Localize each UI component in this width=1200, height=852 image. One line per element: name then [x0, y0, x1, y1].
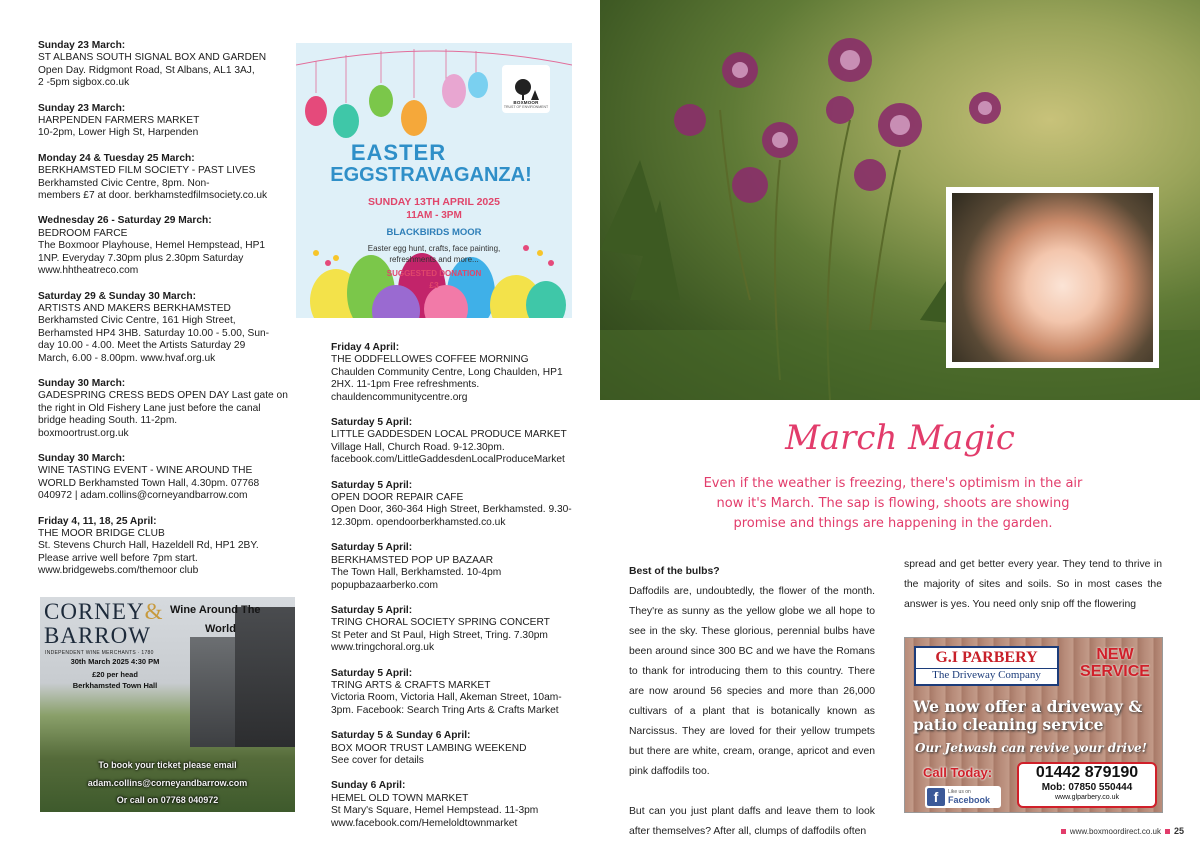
corney-venue: Berkhamsted Town Hall — [72, 681, 158, 690]
article-paragraph: Daffodils are, undoubtedly, the flower of the month. They're as sunny as the yellow globe we all hope to see in the sky. These glorious, perennial bulbs have been around since 300 BC and we have the Romans to thank for introducing them to this country. There are now around 56 species and more than 26,000 cultivars of a plant that is botanically known as Narcissus. They are loved for their yellow trumpets but there are white, cream, orange, apricot and even pink daffodils too. — [629, 586, 875, 777]
footer-square-icon — [1061, 829, 1066, 834]
event-item — [38, 215, 288, 277]
event-item — [38, 40, 288, 90]
parbery-advert — [904, 637, 1163, 813]
corney-price: £20 per head — [92, 670, 138, 679]
logo-subtext: TRUST OF ENVIRONMENT — [503, 105, 549, 109]
event-date: Sunday 6 April: — [331, 780, 406, 792]
event-item — [331, 542, 581, 592]
event-date: Saturday 5 April: — [331, 604, 413, 616]
event-date: Saturday 5 April: — [331, 542, 413, 554]
parbery-jetwash: Our Jetwash can revive your drive! — [915, 741, 1147, 755]
footer-url[interactable]: www.boxmoordirect.co.uk — [1069, 826, 1161, 836]
parbery-brand — [914, 646, 1059, 686]
event-date: Sunday 23 March: — [38, 102, 126, 114]
event-date: Saturday 5 & Sunday 6 April: — [331, 730, 471, 742]
parbery-phone: 01442 879190 — [1035, 764, 1139, 781]
article-paragraph: But can you just plant daffs and leave them to look after themselves? After all, clumps of daffodils often — [629, 806, 875, 837]
event-item — [331, 668, 581, 718]
page-footer — [1061, 826, 1184, 836]
corney-name: CORNEY& — [44, 599, 164, 624]
booking-phone: Or call on 07768 040972 — [116, 795, 219, 805]
parbery-website[interactable]: www.glparbery.co.uk — [1054, 794, 1120, 801]
easter-time: 11AM - 3PM — [406, 210, 462, 221]
corney-tagline: INDEPENDENT WINE MERCHANTS · 1780 — [45, 650, 154, 656]
easter-donation: £3 — [429, 280, 439, 290]
event-details: BOX MOOR TRUST LAMBING WEEKEND See cover for details — [331, 742, 527, 766]
event-details: THE ODDFELLOWES COFFEE MORNING Chaulden Community Centre, Long Chaulden, HP1 2HX. 11-1pm Free refreshments. chauldencommunitycentre.org — [331, 354, 563, 403]
corney-barrow-advert — [40, 597, 295, 812]
building-image-2 — [235, 607, 295, 747]
event-details: ST ALBANS SOUTH SIGNAL BOX AND GARDEN Open Day. Ridgmont Road, St Albans, AL1 3AJ, 2 -5pm sigbox.co.uk — [38, 52, 267, 89]
daffodil-image — [952, 193, 1153, 362]
daffodil-inset-photo — [946, 187, 1159, 368]
page-number: 25 — [1173, 826, 1184, 836]
event-item — [38, 153, 288, 203]
article-paragraph: spread and get better every year. They tend to thrive in the majority of sites and soils. So in most cases the answer is yes. You need only snip off the flowering — [904, 559, 1162, 610]
event-item — [331, 605, 581, 655]
easter-title-2: EGGSTRAVAGANZA! — [330, 164, 532, 186]
event-item — [38, 378, 288, 440]
event-item — [38, 516, 288, 578]
event-item — [38, 103, 288, 140]
event-details: ARTISTS AND MAKERS BERKHAMSTED Berkhamsted Civic Centre, 161 High Street, Berhamsted HP4 3HB. Saturday 10.00 - 5.00, Sun- day 10.00 - 4.00. Meet the Artists Saturday 29 March, 6.00 - 8.00pm. www.hvaf.org.uk — [38, 302, 270, 364]
event-date: Sunday 30 March: — [38, 377, 126, 389]
article-heading: Best of the bulbs? — [629, 566, 720, 577]
event-date: Saturday 5 April: — [331, 479, 413, 491]
events-column-middle — [331, 342, 581, 843]
booking-email[interactable]: adam.collins@corneyandbarrow.com — [87, 778, 248, 788]
event-details: BERKHAMSTED FILM SOCIETY - PAST LIVES Berkhamsted Civic Centre, 8pm. Non- members £7 at door. berkhamstedfilmsociety.co.uk — [38, 165, 268, 202]
wine-title: Wine Around The — [170, 604, 261, 616]
event-details: GADESPRING CRESS BEDS OPEN DAY Last gate on the right in Old Fishery Lane just before the canal bridge heading South. 11-2pm. boxmoortrust.org.uk — [38, 390, 288, 439]
easter-title: EASTER — [350, 140, 447, 165]
easter-description: Easter egg hunt, crafts, face painting, refreshments and more... — [367, 244, 501, 264]
event-details: TRING ARTS & CRAFTS MARKET Victoria Room, Victoria Hall, Akeman Street, 10am- 3pm. Facebook: Search Tring Arts & Crafts Market — [331, 679, 562, 716]
booking-line-1: To book your ticket please email — [98, 760, 237, 770]
article-lede: Even if the weather is freezing, there's optimism in the air now it's March. The sap is flowing, shoots are showing promise and things are happening in the garden. — [703, 476, 1083, 531]
event-item — [331, 730, 581, 767]
parbery-mobile: Mob: 07850 550444 — [1041, 782, 1133, 793]
event-item — [331, 480, 581, 530]
event-date: Monday 24 & Tuesday 25 March: — [38, 152, 195, 164]
article-column-2 — [904, 555, 1162, 635]
parbery-name: G.I PARBERY — [935, 649, 1038, 666]
wine-title-2: World — [205, 623, 236, 635]
event-details: BEDROOM FARCE The Boxmoor Playhouse, Hemel Hempstead, HP1 1NP. Everyday 7.30pm plus 2.30pm Saturday www.hhtheatreco.com — [38, 227, 266, 277]
boxmoor-logo — [502, 65, 550, 113]
footer-square-icon — [1165, 829, 1170, 834]
event-item — [331, 780, 581, 830]
event-details: BERKHAMSTED POP UP BAZAAR The Town Hall, Berkhamsted. 10-4pm popupbazaarberko.com — [331, 554, 502, 591]
event-details: TRING CHORAL SOCIETY SPRING CONCERT St Peter and St Paul, High Street, Tring. 7.30pm www.tringchoral.org.uk — [331, 617, 550, 654]
parbery-sub: The Driveway Company — [916, 668, 1057, 681]
event-details: OPEN DOOR REPAIR CAFE Open Door, 360-364 High Street, Berkhamsted. 9.30- 12.30pm. opendoorberkhamsted.co.uk — [331, 492, 572, 528]
facebook-like-text: Like us on — [948, 789, 971, 795]
event-date: Saturday 29 & Sunday 30 March: — [38, 290, 196, 302]
event-item — [38, 453, 288, 503]
event-details: HEMEL OLD TOWN MARKET St Mary's Square, Hemel Hempstead. 11-3pm www.facebook.com/Hemeloldtownmarket — [331, 792, 539, 829]
event-details: HARPENDEN FARMERS MARKET 10-2pm, Lower High St, Harpenden — [38, 115, 200, 139]
event-date: Sunday 23 March: — [38, 40, 126, 51]
event-item — [331, 342, 581, 404]
event-item — [38, 291, 288, 365]
easter-place: BLACKBIRDS MOOR — [386, 227, 482, 238]
parbery-offer: We now offer a driveway & patio cleaning service — [913, 697, 1143, 734]
new-service-badge: NEW SERVICE — [1080, 646, 1150, 680]
event-details: LITTLE GADDESDEN LOCAL PRODUCE MARKET Village Hall, Church Road. 9-12.30pm. facebook.com/LittleGaddesdenLocalProduceMarket — [331, 429, 567, 466]
easter-donation-label: SUGGESTED DONATION — [386, 269, 482, 278]
event-date: Friday 4 April: — [331, 342, 400, 353]
event-details: THE MOOR BRIDGE CLUB St. Stevens Church Hall, Hazeldell Rd, HP1 2BY. Please arrive well before 7pm start. www.bridgewebs.com/themoor club — [38, 528, 259, 577]
tree-icon — [511, 78, 541, 100]
event-date: Saturday 5 April: — [331, 417, 413, 429]
easter-date: SUNDAY 13TH APRIL 2025 — [368, 196, 500, 208]
event-date: Friday 4, 11, 18, 25 April: — [38, 515, 157, 527]
facebook-text: Facebook — [948, 795, 991, 805]
event-details: WINE TASTING EVENT - WINE AROUND THE WORLD Berkhamsted Town Hall, 4.30pm. 07768 040972 | adam.collins@corneyandbarrow.com — [38, 465, 260, 502]
events-column-left — [38, 40, 288, 591]
event-item — [331, 417, 581, 467]
logo-text: BOXMOOR — [513, 100, 539, 105]
article-column-1 — [629, 562, 875, 852]
facebook-badge[interactable] — [925, 786, 1001, 808]
article-title: March Magic — [785, 418, 1015, 458]
parbery-call: Call Today: — [923, 765, 993, 780]
event-date: Sunday 30 March: — [38, 452, 126, 464]
parbery-phone-box — [1017, 762, 1157, 808]
event-date: Wednesday 26 - Saturday 29 March: — [38, 215, 212, 227]
facebook-icon: f — [927, 788, 945, 806]
barrow-name: BARROW — [44, 623, 151, 648]
event-date: Saturday 5 April: — [331, 667, 413, 679]
corney-when: 30th March 2025 4:30 PM — [70, 657, 160, 666]
easter-poster — [296, 43, 572, 318]
